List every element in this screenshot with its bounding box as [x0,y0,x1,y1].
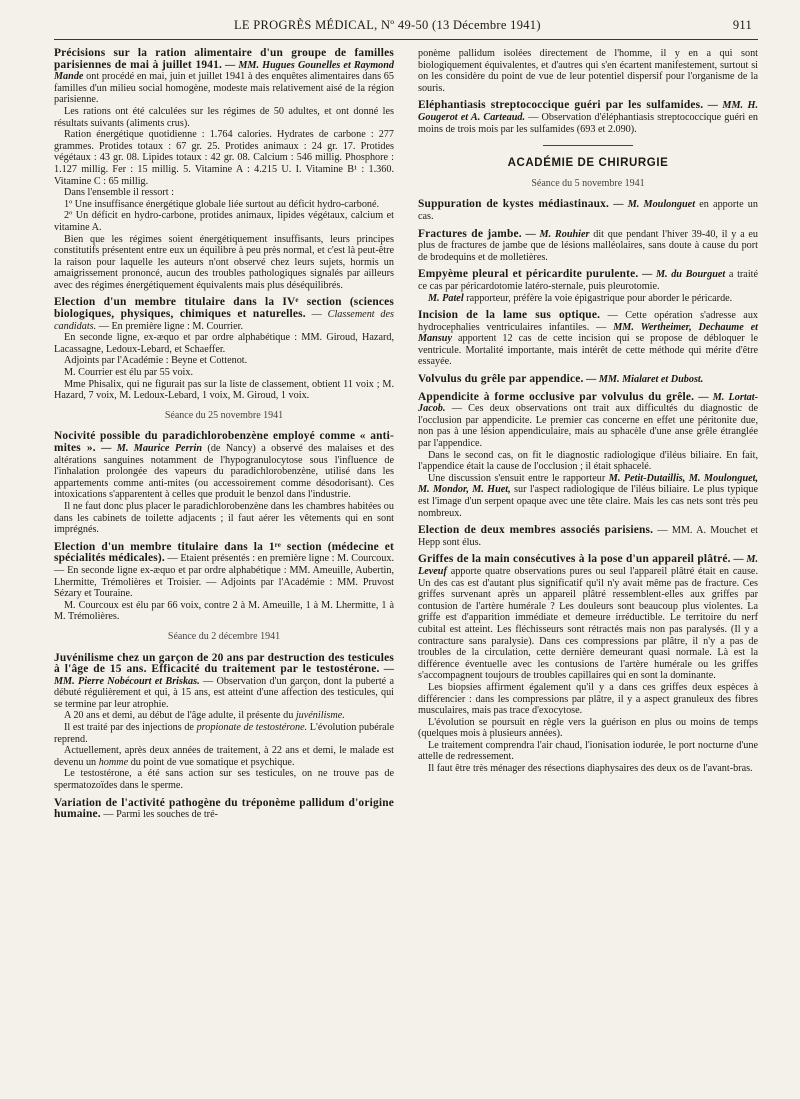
text-run: apportent 12 cas de cette incision qui se propose de débloquer le ventricule. Mortalité importante, mais intérêt de cette méthode qui mérite d'être essayée. [418,333,758,368]
session-date: Séance du 2 décembre 1941 [167,630,281,642]
article-title: Appendicite à forme occlusive par volvulus du grêle. [418,390,695,403]
paragraph: Il ne faut donc plus placer le paradichlorobenzène dans les chambres habitées ou dans les cabinets de toilette adjacents ; il faut aérer les vêtements qui en sont imprégnés. [54,500,394,536]
paragraph: Il faut être très ménager des résections diaphysaires des deux os de l'avant-bras. [428,763,753,775]
article-empyeme [418,269,758,304]
article-volvulus-grele [418,374,758,386]
journal-title: LE PROGRÈS MÉDICAL, Nº 49-50 (13 Décembre 1941) [234,18,541,32]
paragraph: — Parmi les souches de tré- [103,809,218,821]
article-lame-sus-optique [418,310,758,368]
text-run: — Cette opération s'adresse aux hydrocephalies ventriculaires infantiles. — [418,310,759,333]
text-run: rapporteur, préfère la voie épigastrique pour aborder le péricarde. [463,292,733,304]
article-authors: — M. Lortat-Jacob. [418,391,758,415]
session-date: Séance du 25 novembre 1941 [164,409,284,421]
article-title: Empyème pleural et péricardite purulente. [418,268,639,281]
article-authors: — MM. H. Gougerot et A. Carteaud. [418,100,759,123]
paragraph: M. Courcoux est élu par 66 voix, contre 2 à M. Ameuille, 1 à M. Lhermitte, 1 à M. Trémolières. [54,599,394,623]
article-fractures [418,229,758,264]
article-title: Fractures de jambe. [418,227,522,240]
paragraph: en apporte un cas. [418,199,758,222]
article-paradichlorobenzene [54,431,394,535]
article-election-ive-section [54,297,394,401]
paragraph: ponème pallidum isolées directement de l'homme, il y en a qui sont biologiquement équivalentes, et d'autres qui s'en écartent manifestement, surtout si on les considère du point de vue de leur potentiel dispersif pour l'organisme de la souris. [418,48,758,94]
paragraph: — Observation d'un garçon, dont la puberté a débuté régulièrement et qui, à 15 ans, est atteint d'une affection des testicules, qui se termine par leur atrophie. [54,675,394,710]
article-title: Nocivité possible du paradichlorobenzène employé comme « anti-mites ». [54,430,394,454]
text-run: sur l'aspect radiologique de l'iléus biliaire. Le plus typique est l'image d'un serpent opaque avec une tête claire. Mais les cas nets sont très peu nombreux. [418,484,759,519]
paragraph: — Etaient présentés : en première ligne : M. Courcoux. — En seconde ligne ex-æquo et par ordre alphabétique : MM. Ameuille, Aubertin, Lhermitte, Trémolières et Troisier. — Adjoints par l'Académie : MM. Pruvost Sézary et Touraine. [54,553,394,600]
text-run: du point de vue somatique et psychique. [128,756,295,768]
text-run: Il est traité par des injections de [64,722,197,734]
article-authors: — M. Rouhier [525,228,590,240]
page-number: 911 [732,18,752,32]
session-date: Séance du 5 novembre 1941 [531,177,645,189]
text-run: propionate de testostérone. [196,722,308,734]
paragraph: Les biopsies affirment également qu'il y a dans ces griffes deux espèces à différencier : dans les compressions par plâtre, il y a aspect granuleux des fibres musculaires, mais pas trace d'exocytose. [418,681,758,717]
article-election-associes [418,525,758,548]
article-title: Eléphantiasis streptococcique guéri par les sulfamides. [418,99,704,112]
paragraph: Bien que les régimes soient énergétiquement insuffisants, leurs principes constitutifs présentent entre eux un équilibre à peu près normal, et c'est là peut-être la raison pour laquelle les auteurs n'ont observé chez leurs sujets, hormis un amaigrissement prononcé, aucun des troubles pathologiques signalés par ailleurs avec des régimes énergétiquement équivalents mais plus déséquilibrés. [54,233,394,291]
section-separator [543,145,633,146]
article-title: Election de deux membres associés parisiens. [418,524,654,537]
paragraph: apporte quatre observations pures ou seul l'appareil plâtré était en cause. Un des cas est d'autant plus significatif qu'il n'y avait même pas de fracture. Ces griffes survenant après un appareil plâtré ressemblent-elles aux griffes par contusion de l'artère humérale ? Les douleurs sont beaucoup plus violentes. La griffe est d'apparition immédiate et demeure irréductible. Le territoire du nerf cubital est atteint. Les fléchisseurs sont rétractés mais non pas paralysés. (Il y a contracture sans paralysie). Dans ces compressions par plâtre, il n'y a pas de troubles de la circulation, cette dernière demeurant quasi normale. Là est la différence éventuelle avec les contusions de l'artère humérale ou les griffes s'accompagnent toujours de troubles capillaires qui en sont la dominante. [418,565,758,682]
text-run: Une discussion s'ensuit entre le rapporteur [428,472,609,484]
paragraph: 1º Une insuffisance énergétique globale liée surtout au déficit hydro-carboné. [64,198,380,210]
paragraph: Le testostérone, a été sans action sur ses testicules, on ne trouve pas de spermatozoïdes dans le sperme. [54,768,394,792]
article-authors: — M. Moulonguet [613,199,696,211]
article-authors: — MM. Pierre Nobécourt et Briskas. [54,664,394,687]
text-run: homme [98,756,129,768]
article-kystes [418,199,758,222]
article-authors: — M. du Bourguet [642,269,726,281]
paragraph: Mme Phisalix, qui ne figurait pas sur la liste de classement, obtient 11 voix ; M. Hazard, 7 voix, M. Ledoux-Lebard, 1 voix, M. Giroud, 1 voix. [54,378,394,402]
paragraph: En seconde ligne, ex-æquo et par ordre alphabétique : MM. Giroud, Hazard, Lacassagne, Ledoux-Lebard, et Schaeffer. [54,332,394,355]
paragraph: — Observation d'éléphantiasis streptococcique guéri en moins de trois mois par les sulfamides (693 et 2.090). [418,111,759,135]
article-title: Variation de l'activité pathogène du tréponème pallidum d'origine humaine. [54,796,394,821]
paragraph: Les rations ont été calculées sur les régimes de 50 adultes, et ont donné les résultats suivants (aliments crus). [54,105,394,129]
article-title: Election d'un membre titulaire dans la IVᵉ section (sciences biologiques, physiques, chimiques et naturelles. [54,296,394,321]
text-run: — En première ligne : M. Courrier. [96,320,244,332]
text-run: A 20 ans et demi, au début de l'âge adulte, il présente du [64,710,296,722]
header-rule [54,39,758,40]
text-run: — [311,309,328,321]
article-ration-alimentaire [54,48,394,291]
paragraph: a traité ce cas par péricardotomie latéro-sternale, puis pleurotomie. [418,269,759,292]
article-authors: MM. Wertheimer, Dechaume et Mansuy [418,321,758,345]
article-authors: — M. Maurice Perrin [101,443,203,454]
paragraph: Dans le second cas, on fit le diagnostic radiologique d'iléus biliaire. En fait, l'appendice était la cause de l'occlusion ; il était sphacelé. [418,449,758,473]
article-title: Juvénilisme chez un garçon de 20 ans par destruction des testicules à l'âge de 15 ans. Efficacité du traitement par le testostérone. [54,651,394,676]
article-title: Incision de la lame sus optique. [418,309,601,322]
paragraph: L'évolution se poursuit en règle vers la guérison en plus ou moins de temps (quelques mois à plusieurs années). [418,716,758,740]
paragraph: 2º Un déficit en hydro-carbone, protides animaux, lipides végétaux, calcium et vitamine A. [54,210,394,233]
article-appendicite [418,392,758,520]
running-header [234,18,752,33]
text-run: L'évolution pubérale reprend. [54,722,394,745]
section-heading: ACADÉMIE DE CHIRURGIE [507,157,669,170]
article-authors: — MM. Mialaret et Dubost. [586,374,704,386]
text-run: M. Petit-Dutaillis, M. Moulonguet, M. Mondor, M. Huet, [418,472,759,496]
two-column-body [54,48,758,827]
paragraph: ont procédé en mai, juin et juillet 1941 à des enquêtes alimentaires dans 65 familles d'un milieu social homogène, modeste mais relativement aisé de la région parisienne. [54,71,394,106]
paragraph: Ration énergétique quotidienne : 1.764 calories. Hydrates de carbone : 277 grammes. Protides totaux : 67 gr. 25. Protides animaux : 24 gr. 17. Protides végétaux : 43 gr. 08. Lipides totaux : 42 gr. 08. Calcium : 546 millig. Phosphore : 1.127 millig. Fer : 15 millig. 5. Vitamine A : 4.215 U. I. Vitamine B¹ : 1.360. Vitamine C : 65 millig. [54,129,394,187]
article-title: Election d'un membre titulaire dans la 1ʳᵉ section (médecine et spécialités médicales). [54,540,394,565]
text-run: M. Patel [428,292,464,304]
article-election-1re-section [54,542,394,623]
text-run: Actuellement, après deux années de traitement, à 22 ans et demi, le malade est devenu un [54,745,394,768]
article-title: Griffes de la main consécutives à la pose d'un appareil plâtré. [418,553,731,566]
article-treponeme [54,798,394,821]
paragraph: Dans l'ensemble il ressort : [64,187,174,199]
left-column [54,48,394,827]
article-elephantiasis [418,100,758,135]
article-griffes [418,554,758,774]
text-run: Classement des candidats. [54,309,395,332]
article-title: Suppuration de kystes médiastinaux. [418,198,610,211]
right-column [418,48,758,827]
paragraph: (de Nancy) a observé des malaises et des altérations sanguines notamment de l'hypogranulocytose sous l'influence de l'inhalation prolongée des vapeurs du paradichlorobenzène, utilisé dans les appartements comme anti-mites (ou accessoirement comme désodorisant). Ces intoxications s'apparentent à celles que produit le benzol dans l'industrie. [54,443,394,501]
paragraph: — Ces deux observations ont trait aux difficultés du diagnostic de l'occlusion par appendicite. Le premier cas concerne en effet une péritonite due, non pas à une lésion appendiculaire, mais au sphacèle d'une anse grêle étranglée par l'appendice. [418,403,758,450]
article-treponeme-continued [418,48,758,94]
text-run: juvénilisme. [295,710,345,722]
article-authors: — MM. Hugues Gounelles et Raymond Mande [54,59,395,83]
paragraph: — MM. A. Mouchet et Hepp sont élus. [418,525,759,548]
paragraph: dit que pendant l'hiver 39-40, il y a eu plus de fractures de jambe que de lésions malléolaires, sans doute à cause du port de brodequins et de molletières. [418,228,758,263]
paragraph: Le traitement comprendra l'air chaud, l'ionisation iodurée, le port nocturne d'une attelle de redressement. [418,739,758,763]
paragraph: Adjoints par l'Académie : Beyne et Cottenot. [64,355,248,367]
paragraph: M. Courrier est élu par 55 voix. [64,367,194,379]
article-authors: — M. Leveuf [418,554,759,577]
article-juvenilisme [54,653,394,792]
article-title: Précisions sur la ration alimentaire d'un groupe de familles parisiennes de mai à juillet 1941. [54,47,394,71]
article-title: Volvulus du grêle par appendice. [418,373,584,386]
